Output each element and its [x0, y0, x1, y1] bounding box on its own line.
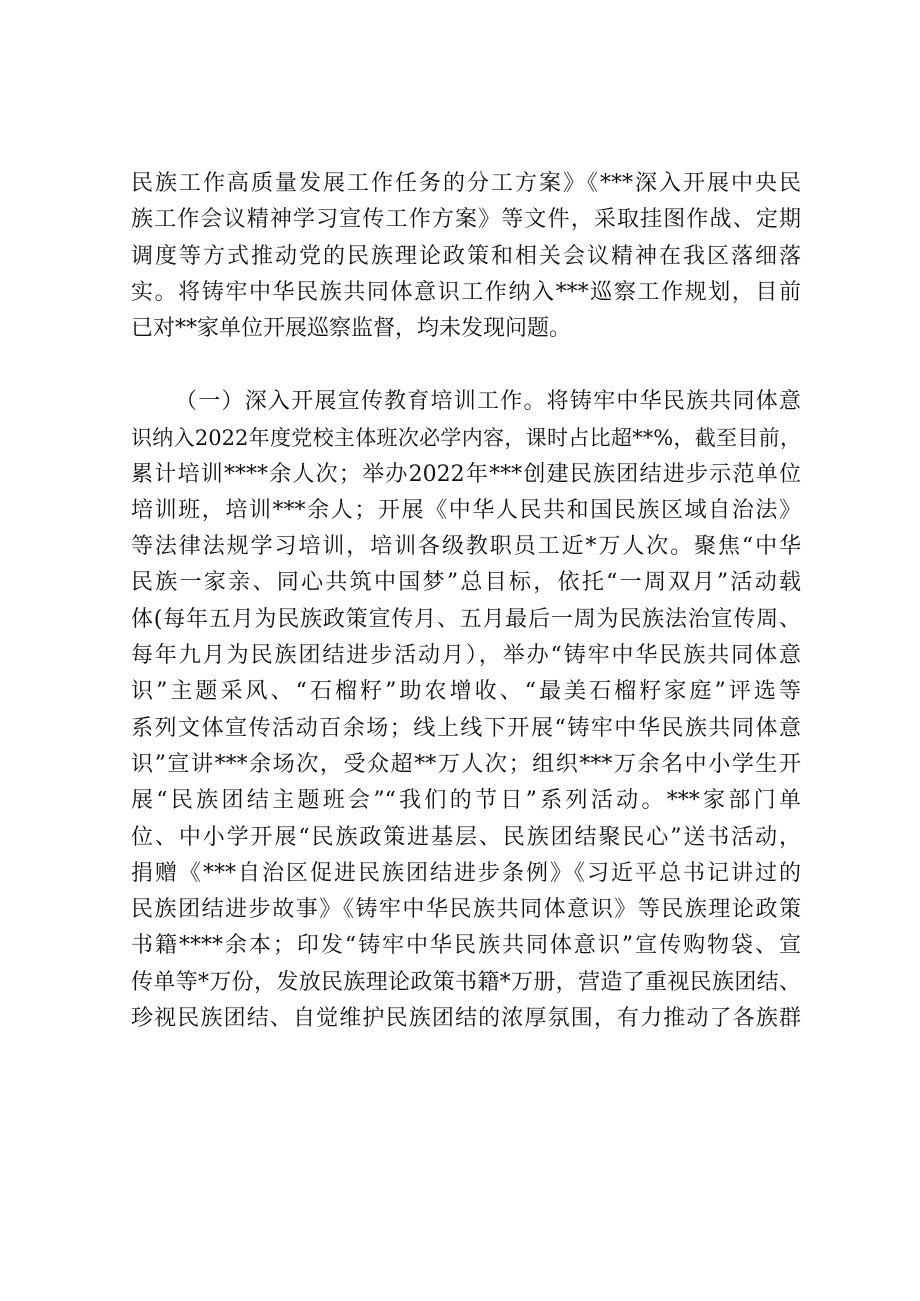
text-line: 传单等*万份，发放民族理论政策书籍*万册，营造了重视民族团结、 — [131, 969, 801, 995]
text-line: 调度等方式推动党的民族理论政策和相关会议精神在我区落细落 — [131, 243, 801, 269]
text-line: 每年九月为民族团结进步活动月），举办“铸牢中华民族共同体意 — [131, 643, 801, 669]
text-line: 已对**家单位开展巡察监督，均未发现问题。 — [131, 316, 572, 342]
section-heading-line: （一）深入开展宣传教育培训工作。将铸牢中华民族共同体意 — [175, 389, 801, 414]
text-line: 识纳入2022年度党校主体班次必学内容，课时占比超**%，截至目前， — [131, 426, 801, 451]
text-line: 捐赠《***自治区促进民族团结进步条例》《习近平总书记讲过的 — [131, 860, 801, 886]
paragraph-section-1 — [131, 384, 801, 1037]
text-line: 展“民族团结主题班会”“我们的节日”系列活动。***家部门单 — [131, 788, 801, 814]
text-line: 民族工作高质量发展工作任务的分工方案》《***深入开展中央民 — [131, 171, 801, 196]
text-line: 民族团结进步故事》《铸牢中华民族共同体意识》等民族理论政策 — [131, 897, 801, 923]
text-line: 位、中小学开展“民族政策进基层、民族团结聚民心”送书活动， — [131, 824, 801, 850]
text-line: 识”宣讲***余场次，受众超**万人次；组织***万余名中小学生开 — [131, 751, 801, 777]
text-line: 实。将铸牢中华民族共同体意识工作纳入***巡察工作规划，目前 — [131, 279, 801, 305]
text-line: 识”主题采风、“石榴籽”助农增收、“最美石榴籽家庭”评选等 — [131, 679, 801, 705]
text-line: 系列文体宣传活动百余场；线上线下开展“铸牢中华民族共同体意 — [131, 715, 801, 741]
paragraph-intro — [131, 166, 801, 347]
text-line: 珍视民族团结、自觉维护民族团结的浓厚氛围，有力推动了各族群 — [131, 1006, 801, 1032]
text-line: 累计培训****余人次；举办2022年***创建民族团结进步示范单位 — [131, 461, 801, 487]
text-line: 体(每年五月为民族政策宣传月、五月最后一周为民族法治宣传周、 — [131, 606, 801, 632]
text-line: 培训班，培训***余人；开展《中华人民共和国民族区域自治法》 — [131, 497, 801, 523]
text-line: 书籍****余本；印发“铸牢中华民族共同体意识”宣传购物袋、宣 — [131, 933, 801, 959]
text-line: 民族一家亲、同心共筑中国梦”总目标，依托“一周双月”活动载 — [131, 570, 801, 596]
text-line: 族工作会议精神学习宣传工作方案》等文件，采取挂图作战、定期 — [131, 207, 801, 233]
text-line: 等法律法规学习培训，培训各级教职员工近*万人次。聚焦“中华 — [131, 534, 801, 560]
